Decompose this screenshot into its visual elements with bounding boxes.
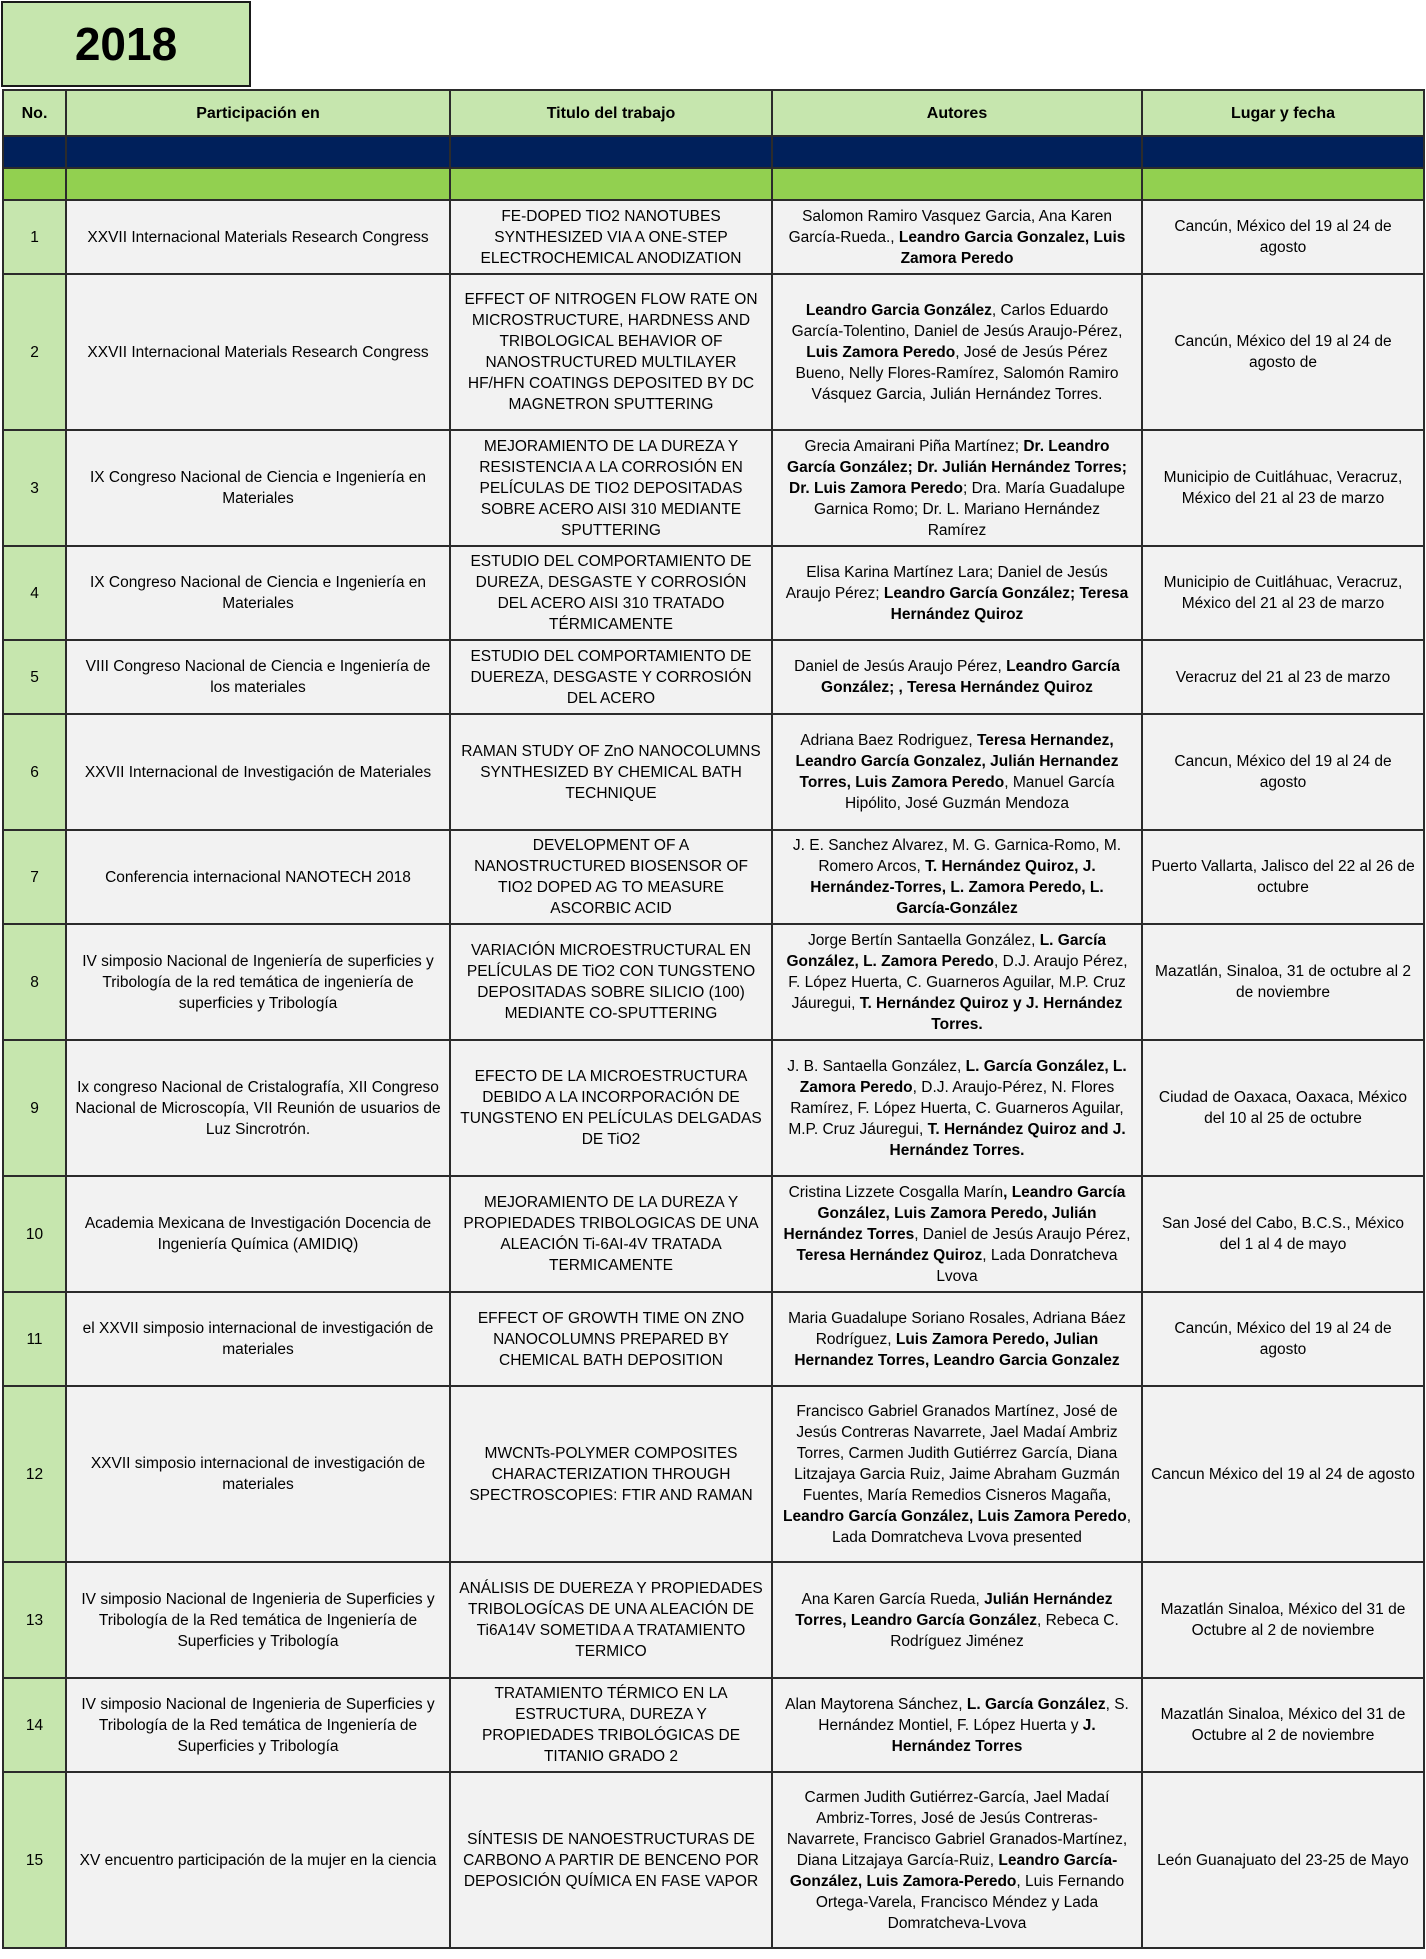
author-highlight: Leandro Garcia González [805, 301, 992, 319]
green-separator-row [3, 168, 1424, 200]
header-title: Titulo del trabajo [450, 90, 772, 136]
separator-cell [772, 136, 1142, 168]
event-cell: Academia Mexicana de Investigación Docencia de Ingeniería Química (AMIDIQ) [66, 1176, 450, 1292]
author-text: ; Dra. María Guadalupe Garnica Romo; Dr. L. Mariano Hernández Ramírez [813, 479, 1125, 539]
header-row [3, 90, 1424, 136]
place-cell: Mazatlán Sinaloa, México del 31 de Octubre al 2 de noviembre [1142, 1562, 1424, 1678]
authors-cell [772, 430, 1142, 546]
place-cell: Cancun, México del 19 al 24 de agosto [1142, 714, 1424, 830]
author-text: Adriana Baez Rodriguez, [800, 732, 977, 749]
header-event: Participación en [66, 90, 450, 136]
row-number: 12 [3, 1386, 66, 1562]
row-number: 9 [3, 1040, 66, 1176]
table-row [3, 546, 1424, 640]
authors-cell [772, 200, 1142, 274]
event-cell: XXVII simposio internacional de investigación de materiales [66, 1386, 450, 1562]
event-cell: IV simposio Nacional de Ingenieria de Superficies y Tribología de la Red temática de Ingeniería de Superficies y Tribología [66, 1562, 450, 1678]
author-text: , Lada Donratcheva Lvova [936, 1246, 1118, 1285]
table-row [3, 830, 1424, 924]
authors-cell [772, 924, 1142, 1040]
author-highlight: Leandro García González, Luis Zamora Peredo [783, 1507, 1127, 1525]
row-number: 11 [3, 1292, 66, 1386]
row-number: 10 [3, 1176, 66, 1292]
row-number: 4 [3, 546, 66, 640]
author-text: , Lada Domratcheva Lvova presented [832, 1507, 1131, 1546]
author-highlight: T. Hernández Quiroz y J. Hernández Torres. [859, 994, 1123, 1033]
table-row [3, 430, 1424, 546]
separator-cell [66, 168, 450, 200]
separator-cell [66, 136, 450, 168]
author-text: , D.J. Araujo-Pérez, N. Flores Ramírez, F. López Huerta, C. Guarneros Aguilar, M.P. Cruz Jáuregui, [788, 1078, 1124, 1138]
row-number: 8 [3, 924, 66, 1040]
authors-cell [772, 1040, 1142, 1176]
separator-cell [772, 168, 1142, 200]
separator-cell [1142, 168, 1424, 200]
place-cell: San José del Cabo, B.C.S., México del 1 al 4 de mayo [1142, 1176, 1424, 1292]
event-cell: Conferencia internacional NANOTECH 2018 [66, 830, 450, 924]
author-highlight: Julián Hernández Torres, Leandro García González [795, 1590, 1113, 1629]
author-text: , Carlos Eduardo García-Tolentino, Daniel de Jesús Araujo-Pérez, [791, 301, 1123, 340]
author-highlight: Luis Zamora Peredo [806, 343, 956, 361]
title-cell: ANÁLISIS DE DUEREZA Y PROPIEDADES TRIBOLOGÍCAS DE UNA ALEACIÓN DE Ti6A14V SOMETIDA A TRATAMIENTO TERMICO [450, 1562, 772, 1678]
table-row [3, 1040, 1424, 1176]
title-cell: FE-DOPED TIO2 NANOTUBES SYNTHESIZED VIA A ONE-STEP ELECTROCHEMICAL ANODIZATION [450, 200, 772, 274]
title-cell: SÍNTESIS DE NANOESTRUCTURAS DE CARBONO A PARTIR DE BENCENO POR DEPOSICIÓN QUÍMICA EN FASE VAPOR [450, 1772, 772, 1948]
row-number: 15 [3, 1772, 66, 1948]
place-cell: Ciudad de Oaxaca, Oaxaca, México del 10 al 25 de octubre [1142, 1040, 1424, 1176]
place-cell: León Guanajuato del 23-25 de Mayo [1142, 1772, 1424, 1948]
title-cell: MWCNTs-POLYMER COMPOSITES CHARACTERIZATION THROUGH SPECTROSCOPIES: FTIR AND RAMAN [450, 1386, 772, 1562]
authors-cell [772, 546, 1142, 640]
authors-cell [772, 1772, 1142, 1948]
table-row [3, 1772, 1424, 1948]
title-cell: RAMAN STUDY OF ZnO NANOCOLUMNS SYNTHESIZED BY CHEMICAL BATH TECHNIQUE [450, 714, 772, 830]
authors-cell [772, 1678, 1142, 1772]
row-number: 13 [3, 1562, 66, 1678]
navy-separator-row [3, 136, 1424, 168]
title-cell: DEVELOPMENT OF A NANOSTRUCTURED BIOSENSOR OF TIO2 DOPED AG TO MEASURE ASCORBIC ACID [450, 830, 772, 924]
event-cell: IX Congreso Nacional de Ciencia e Ingeniería en Materiales [66, 430, 450, 546]
place-cell: Veracruz del 21 al 23 de marzo [1142, 640, 1424, 714]
author-text: Francisco Gabriel Granados Martínez, José de Jesús Contreras Navarrete, Jael Madaí Ambriz Torres, Carmen Judith Gutiérrez García, Diana Litzajaya Garcia Ruiz, Jaime Abraham Guzmán Fuentes, María Remedios Cisneros Magaña, [794, 1402, 1120, 1504]
title-cell: VARIACIÓN MICROESTRUCTURAL EN PELÍCULAS DE TiO2 CON TUNGSTENO DEPOSITADAS SOBRE SILICIO (100) MEDIANTE CO-SPUTTERING [450, 924, 772, 1040]
event-cell: XXVII Internacional Materials Research Congress [66, 200, 450, 274]
author-highlight: T. Hernández Quiroz, J. Hernández-Torres, L. Zamora Peredo, L. García-González [810, 858, 1104, 917]
separator-cell [450, 168, 772, 200]
place-cell: Cancún, México del 19 al 24 de agosto [1142, 1292, 1424, 1386]
place-cell: Municipio de Cuitláhuac, Veracruz, México del 21 al 23 de marzo [1142, 546, 1424, 640]
event-cell: Ix congreso Nacional de Cristalografía, XII Congreso Nacional de Microscopía, VII Reunión de usuarios de Luz Sincrotrón. [66, 1040, 450, 1176]
author-highlight: Leandro García González; Teresa Hernández Quiroz [883, 584, 1129, 623]
authors-cell [772, 1562, 1142, 1678]
authors-cell [772, 830, 1142, 924]
row-number: 3 [3, 430, 66, 546]
author-highlight: Teresa Hernández Quiroz [796, 1246, 983, 1264]
event-cell: XV encuentro participación de la mujer en la ciencia [66, 1772, 450, 1948]
row-number: 14 [3, 1678, 66, 1772]
author-text: , Rebeca C. Rodríguez Jiménez [890, 1611, 1119, 1650]
title-cell: EFFECT OF GROWTH TIME ON ZNO NANOCOLUMNS PREPARED BY CHEMICAL BATH DEPOSITION [450, 1292, 772, 1386]
row-number: 7 [3, 830, 66, 924]
author-text: Elisa Karina Martínez Lara; Daniel de Jesús Araujo Pérez; [785, 563, 1108, 602]
authors-cell [772, 274, 1142, 430]
place-cell: Cancún, México del 19 al 24 de agosto [1142, 200, 1424, 274]
author-highlight: L. García González, L. Zamora Peredo [786, 931, 1107, 970]
event-cell: el XXVII simposio internacional de investigación de materiales [66, 1292, 450, 1386]
authors-cell [772, 1292, 1142, 1386]
table-row [3, 1678, 1424, 1772]
event-cell: IV simposio Nacional de Ingeniería de superficies y Tribología de la red temática de ingeniería de superficies y Tribología [66, 924, 450, 1040]
table-row [3, 274, 1424, 430]
author-highlight: Luis Zamora Peredo, Julian Hernandez Torres, Leandro Garcia Gonzalez [794, 1330, 1120, 1369]
row-number: 6 [3, 714, 66, 830]
header-place: Lugar y fecha [1142, 90, 1424, 136]
author-highlight: Leandro García González; , Teresa Hernández Quiroz [821, 658, 1120, 696]
author-text: Maria Guadalupe Soriano Rosales, Adriana Báez Rodríguez, [788, 1309, 1126, 1348]
place-cell: Mazatlán Sinaloa, México del 31 de Octubre al 2 de noviembre [1142, 1678, 1424, 1772]
event-cell: XXVII Internacional de Investigación de Materiales [66, 714, 450, 830]
author-highlight: Dr. Leandro García González; Dr. Julián Hernández Torres; Dr. Luis Zamora Peredo [787, 437, 1127, 497]
event-cell: IV simposio Nacional de Ingenieria de Superficies y Tribología de la Red temática de Ingeniería de Superficies y Tribología [66, 1678, 450, 1772]
participation-table [2, 89, 1425, 1949]
author-highlight: Teresa Hernandez, Leandro García Gonzalez, Julián Hernandez Torres, Luis Zamora Peredo [795, 732, 1119, 791]
author-highlight: L. García González, L. Zamora Peredo [799, 1057, 1127, 1096]
place-cell: Municipio de Cuitláhuac, Veracruz, México del 21 al 23 de marzo [1142, 430, 1424, 546]
title-cell: EFECTO DE LA MICROESTRUCTURA DEBIDO A LA INCORPORACIÓN DE TUNGSTENO EN PELÍCULAS DELGADAS DE TiO2 [450, 1040, 772, 1176]
author-text: Salomon Ramiro Vasquez Garcia, Ana Karen García-Rueda., [788, 207, 1112, 246]
author-text: , S. Hernández Montiel, F. López Huerta y [818, 1695, 1129, 1734]
event-cell: XXVII Internacional Materials Research Congress [66, 274, 450, 430]
author-text: , Daniel de Jesús Araujo Pérez, [914, 1225, 1131, 1243]
table-row [3, 1386, 1424, 1562]
author-text: Jorge Bertín Santaella González, [807, 931, 1040, 949]
author-highlight: L. García González [966, 1695, 1106, 1713]
year-label: 2018 [1, 1, 251, 87]
table-row [3, 924, 1424, 1040]
author-highlight: J. Hernández Torres [891, 1716, 1096, 1755]
author-text: , Manuel García Hipólito, José Guzmán Mendoza [844, 774, 1115, 812]
place-cell: Cancún, México del 19 al 24 de agosto de [1142, 274, 1424, 430]
separator-cell [3, 168, 66, 200]
row-number: 5 [3, 640, 66, 714]
authors-cell [772, 714, 1142, 830]
header-no: No. [3, 90, 66, 136]
title-cell: MEJORAMIENTO DE LA DUREZA Y RESISTENCIA A LA CORROSIÓN EN PELÍCULAS DE TIO2 DEPOSITADAS SOBRE ACERO AISI 310 MEDIANTE SPUTTERING [450, 430, 772, 546]
place-cell: Mazatlán, Sinaloa, 31 de octubre al 2 de noviembre [1142, 924, 1424, 1040]
title-cell: TRATAMIENTO TÉRMICO EN LA ESTRUCTURA, DUREZA Y PROPIEDADES TRIBOLÓGICAS DE TITANIO GRADO 2 [450, 1678, 772, 1772]
place-cell: Puerto Vallarta, Jalisco del 22 al 26 de octubre [1142, 830, 1424, 924]
author-text: Carmen Judith Gutiérrez-García, Jael Madaí Ambriz-Torres, José de Jesús Contreras-Navarrete, Francisco Gabriel Granados-Martínez, Diana Litzajaya García-Ruiz, [786, 1788, 1128, 1869]
separator-cell [3, 136, 66, 168]
event-cell: VIII Congreso Nacional de Ciencia e Ingeniería de los materiales [66, 640, 450, 714]
table-row [3, 1176, 1424, 1292]
header-authors: Autores [772, 90, 1142, 136]
row-number: 2 [3, 274, 66, 430]
author-highlight: Leandro Garcia Gonzalez, Luis Zamora Peredo [898, 228, 1126, 267]
author-text: J. E. Sanchez Alvarez, M. G. Garnica-Romo, M. Romero Arcos, [792, 837, 1122, 875]
author-text: , D.J. Araujo Pérez, F. López Huerta, C. Guarneros Aguilar, M.P. Cruz Jáuregui, [788, 952, 1128, 1012]
title-cell: MEJORAMIENTO DE LA DUREZA Y PROPIEDADES TRIBOLOGICAS DE UNA ALEACIÓN Ti-6AI-4V TRATADA TERMICAMENTE [450, 1176, 772, 1292]
title-cell: EFFECT OF NITROGEN FLOW RATE ON MICROSTRUCTURE, HARDNESS AND TRIBOLOGICAL BEHAVIOR OF NANOSTRUCTURED MULTILAYER HF/HFN COATINGS DEPOSITED BY DC MAGNETRON SPUTTERING [450, 274, 772, 430]
authors-cell [772, 1386, 1142, 1562]
authors-cell [772, 1176, 1142, 1292]
author-text: Daniel de Jesús Araujo Pérez, [794, 658, 1007, 675]
table-row [3, 1562, 1424, 1678]
author-text: , José de Jesús Pérez Bueno, Nelly Flores-Ramírez, Salomón Ramiro Vásquez Garcia, Julián Hernández Torres. [795, 343, 1119, 403]
author-text: Cristina Lizzete Cosgalla Marín [788, 1183, 1004, 1201]
row-number: 1 [3, 200, 66, 274]
table-row [3, 714, 1424, 830]
table-row [3, 1292, 1424, 1386]
author-highlight: Leandro García-González, Luis Zamora-Peredo [789, 1851, 1118, 1890]
table-row [3, 200, 1424, 274]
table-row [3, 640, 1424, 714]
authors-cell [772, 640, 1142, 714]
event-cell: IX Congreso Nacional de Ciencia e Ingeniería en Materiales [66, 546, 450, 640]
title-cell: ESTUDIO DEL COMPORTAMIENTO DE DUREZA, DESGASTE Y CORROSIÓN DEL ACERO AISI 310 TRATADO TÉRMICAMENTE [450, 546, 772, 640]
separator-cell [1142, 136, 1424, 168]
author-text: , Luis Fernando Ortega-Varela, Francisco Méndez y Lada Domratcheva-Lvova [815, 1872, 1125, 1932]
author-text: Grecia Amairani Piña Martínez; [804, 437, 1024, 455]
author-highlight: T. Hernández Quiroz and J. Hernández Torres. [889, 1120, 1126, 1159]
author-text: J. B. Santaella González, [787, 1057, 966, 1075]
title-cell: ESTUDIO DEL COMPORTAMIENTO DE DUEREZA, DESGASTE Y CORROSIÓN DEL ACERO [450, 640, 772, 714]
author-highlight: , Leandro García González, Luis Zamora Peredo, Julián Hernández Torres [783, 1183, 1126, 1243]
place-cell: Cancun México del 19 al 24 de agosto [1142, 1386, 1424, 1562]
author-text: Ana Karen García Rueda, [801, 1590, 985, 1608]
author-text: Alan Maytorena Sánchez, [785, 1695, 967, 1713]
separator-cell [450, 136, 772, 168]
